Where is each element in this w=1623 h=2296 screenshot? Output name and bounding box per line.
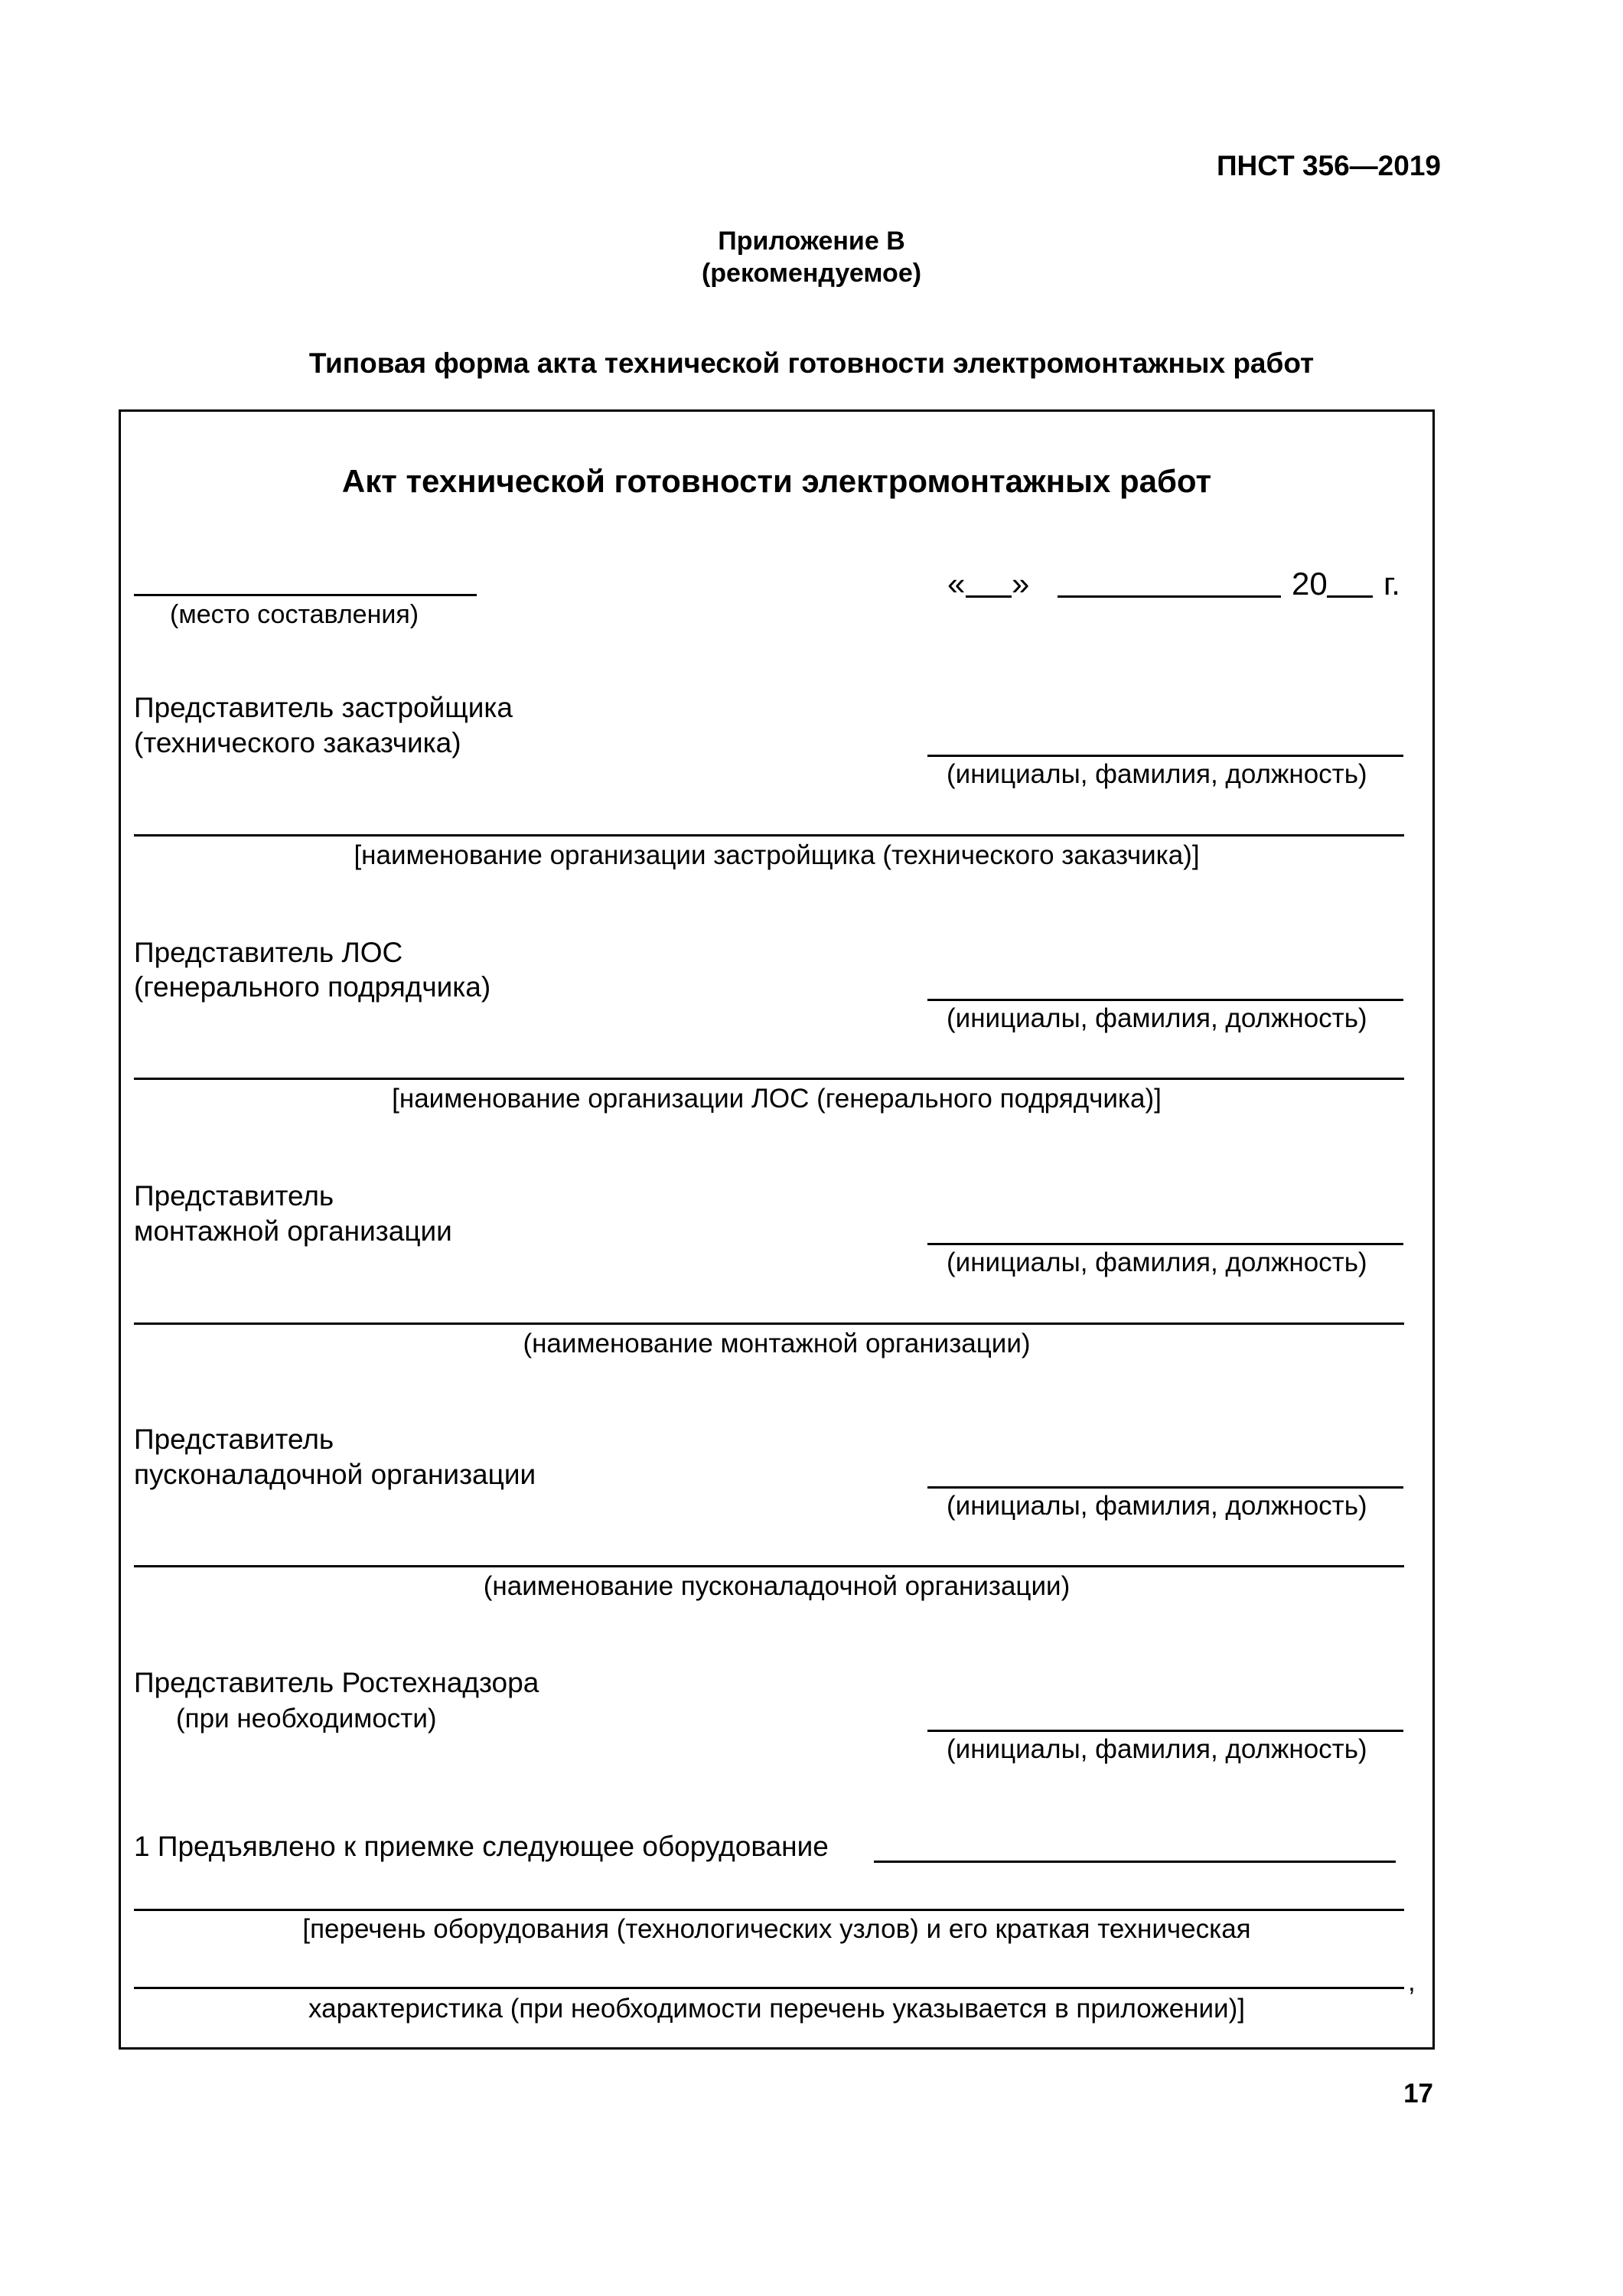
date-year-line[interactable] bbox=[1327, 595, 1373, 598]
place-caption: (место составления) bbox=[170, 600, 419, 629]
rep-label-line1: Представитель bbox=[134, 1180, 334, 1212]
date-open-quote: « bbox=[947, 566, 966, 602]
rep-label-line2: монтажной организации bbox=[134, 1215, 452, 1247]
act-title: Акт технической готовности электромонтажных работ bbox=[341, 463, 1212, 499]
rep-label-line1: Представитель bbox=[134, 1424, 334, 1455]
place-line[interactable] bbox=[134, 594, 477, 596]
signature-caption: (инициалы, фамилия, должность) bbox=[947, 1247, 1367, 1277]
signature-line[interactable] bbox=[927, 1486, 1403, 1489]
rep-label-line1: Представитель ЛОС bbox=[134, 937, 403, 968]
form-title: Типовая форма акта технической готовности электромонтажных работ bbox=[308, 347, 1315, 379]
date-day-line[interactable] bbox=[966, 595, 1012, 598]
organization-caption: [наименование организации застройщика (технического заказчика)] bbox=[354, 840, 1200, 870]
equipment-characteristics-line[interactable] bbox=[134, 1987, 1404, 1989]
equipment-line-comma: , bbox=[1408, 1967, 1416, 1997]
signature-line[interactable] bbox=[927, 1730, 1403, 1732]
equipment-caption-line1: [перечень оборудования (технологических узлов) и его краткая техническая bbox=[302, 1914, 1251, 1944]
organization-line[interactable] bbox=[134, 1322, 1404, 1325]
signature-caption: (инициалы, фамилия, должность) bbox=[947, 759, 1367, 789]
organization-line[interactable] bbox=[134, 1078, 1404, 1080]
date-year-suffix: г. bbox=[1383, 566, 1400, 602]
equipment-list-line[interactable] bbox=[134, 1909, 1404, 1911]
organization-line[interactable] bbox=[134, 1565, 1404, 1567]
item1-label: 1 Предъявлено к приемке следующее оборудование bbox=[134, 1831, 829, 1862]
document-code: ПНСТ 356—2019 bbox=[1216, 150, 1441, 181]
signature-line[interactable] bbox=[927, 755, 1403, 757]
date-close-quote: » bbox=[1012, 566, 1030, 602]
organization-caption: [наименование организации ЛОС (генерального подрядчика)] bbox=[392, 1084, 1162, 1114]
organization-caption: (наименование пусконаладочной организации) bbox=[483, 1571, 1071, 1601]
organization-line[interactable] bbox=[134, 834, 1404, 837]
equipment-line[interactable] bbox=[874, 1861, 1396, 1863]
date-month-line[interactable] bbox=[1058, 595, 1281, 598]
page-number: 17 bbox=[1403, 2079, 1433, 2108]
rep-label-line2: (при необходимости) bbox=[176, 1704, 437, 1733]
rep-label-line2: пусконаладочной организации bbox=[134, 1459, 536, 1490]
appendix-title: Приложение В bbox=[718, 227, 905, 256]
signature-line[interactable] bbox=[927, 1243, 1403, 1245]
rep-label-line2: (технического заказчика) bbox=[134, 727, 461, 758]
rep-label-line1: Представитель Ростехнадзора bbox=[134, 1667, 539, 1698]
signature-caption: (инициалы, фамилия, должность) bbox=[947, 1003, 1367, 1033]
rep-label-line1: Представитель застройщика bbox=[134, 692, 513, 723]
signature-caption: (инициалы, фамилия, должность) bbox=[947, 1491, 1367, 1521]
date-year-prefix: 20 bbox=[1292, 566, 1328, 602]
organization-caption: (наименование монтажной организации) bbox=[523, 1329, 1031, 1358]
rep-label-line2: (генерального подрядчика) bbox=[134, 971, 491, 1003]
signature-line[interactable] bbox=[927, 999, 1403, 1001]
equipment-caption-line2: характеристика (при необходимости перечень указывается в приложении)] bbox=[308, 1994, 1245, 2024]
appendix-status: (рекомендуемое) bbox=[701, 259, 922, 288]
signature-caption: (инициалы, фамилия, должность) bbox=[947, 1734, 1367, 1764]
